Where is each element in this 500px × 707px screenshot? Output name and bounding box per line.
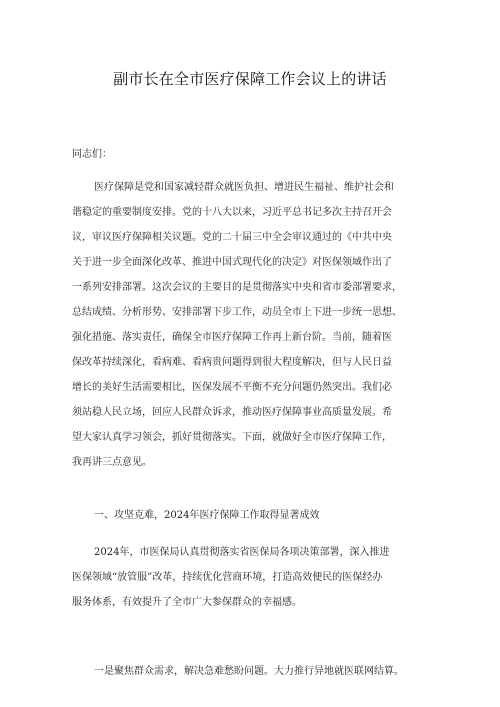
text-line: 关于进一步全面深化改革、推进中国式现代化的决定》对医保领域作出了 xyxy=(72,257,392,268)
next-paragraph-line: 一是聚焦群众需求，解决急难愁盼问题。大力推行异地就医联网结算。 xyxy=(94,666,404,677)
text-line: 须站稳人民立场，回应人民群众诉求，推动医疗保障事业高质量发展。希 xyxy=(72,407,392,418)
section-heading: 一、攻坚克难，2024年医疗保障工作取得显著成效 xyxy=(94,510,320,521)
text-line: 医保领域“放管服”改革，持续优化营商环境，打造高效便民的医保经办 xyxy=(72,572,383,583)
text-line: 服务体系，有效提升了全市广大参保群众的幸福感。 xyxy=(72,597,302,608)
text-line: 保改革持续深化，看病难、看病贵问题得到很大程度解决，但与人民日益 xyxy=(72,357,392,368)
text-line: 议，审议医疗保障相关议题。党的二十届三中全会审议通过的《中共中央 xyxy=(72,232,392,243)
greeting: 同志们： xyxy=(72,149,112,160)
text-line: 医疗保障是党和国家减轻群众就医负担、增进民生福祉、维护社会和 xyxy=(94,182,394,193)
text-line: 2024年，市医保局认真贯彻落实省医保局各项决策部署，深入推进 xyxy=(94,547,390,558)
text-line: 我再讲三点意见。 xyxy=(72,457,152,468)
text-line: 谐稳定的重要制度安排。党的十八大以来，习近平总书记多次主持召开会 xyxy=(72,207,392,218)
text-line: 总结成绩、分析形势、安排部署下步工作，动员全市上下进一步统一思想、 xyxy=(72,307,402,318)
text-line: 一系列安排部署。这次会议的主要目的是贯彻落实中央和省市委部署要求， xyxy=(72,282,402,293)
text-line: 强化措施、落实责任，确保全市医疗保障工作再上新台阶。当前，随着医 xyxy=(72,332,392,343)
document-title: 副市长在全市医疗保障工作会议上的讲话 xyxy=(113,70,387,88)
text-line: 增长的美好生活需要相比，医保发展不平衡不充分问题仍然突出。我们必 xyxy=(72,382,392,393)
text-line: 望大家认真学习领会，抓好贯彻落实。下面，就做好全市医疗保障工作， xyxy=(72,432,392,443)
